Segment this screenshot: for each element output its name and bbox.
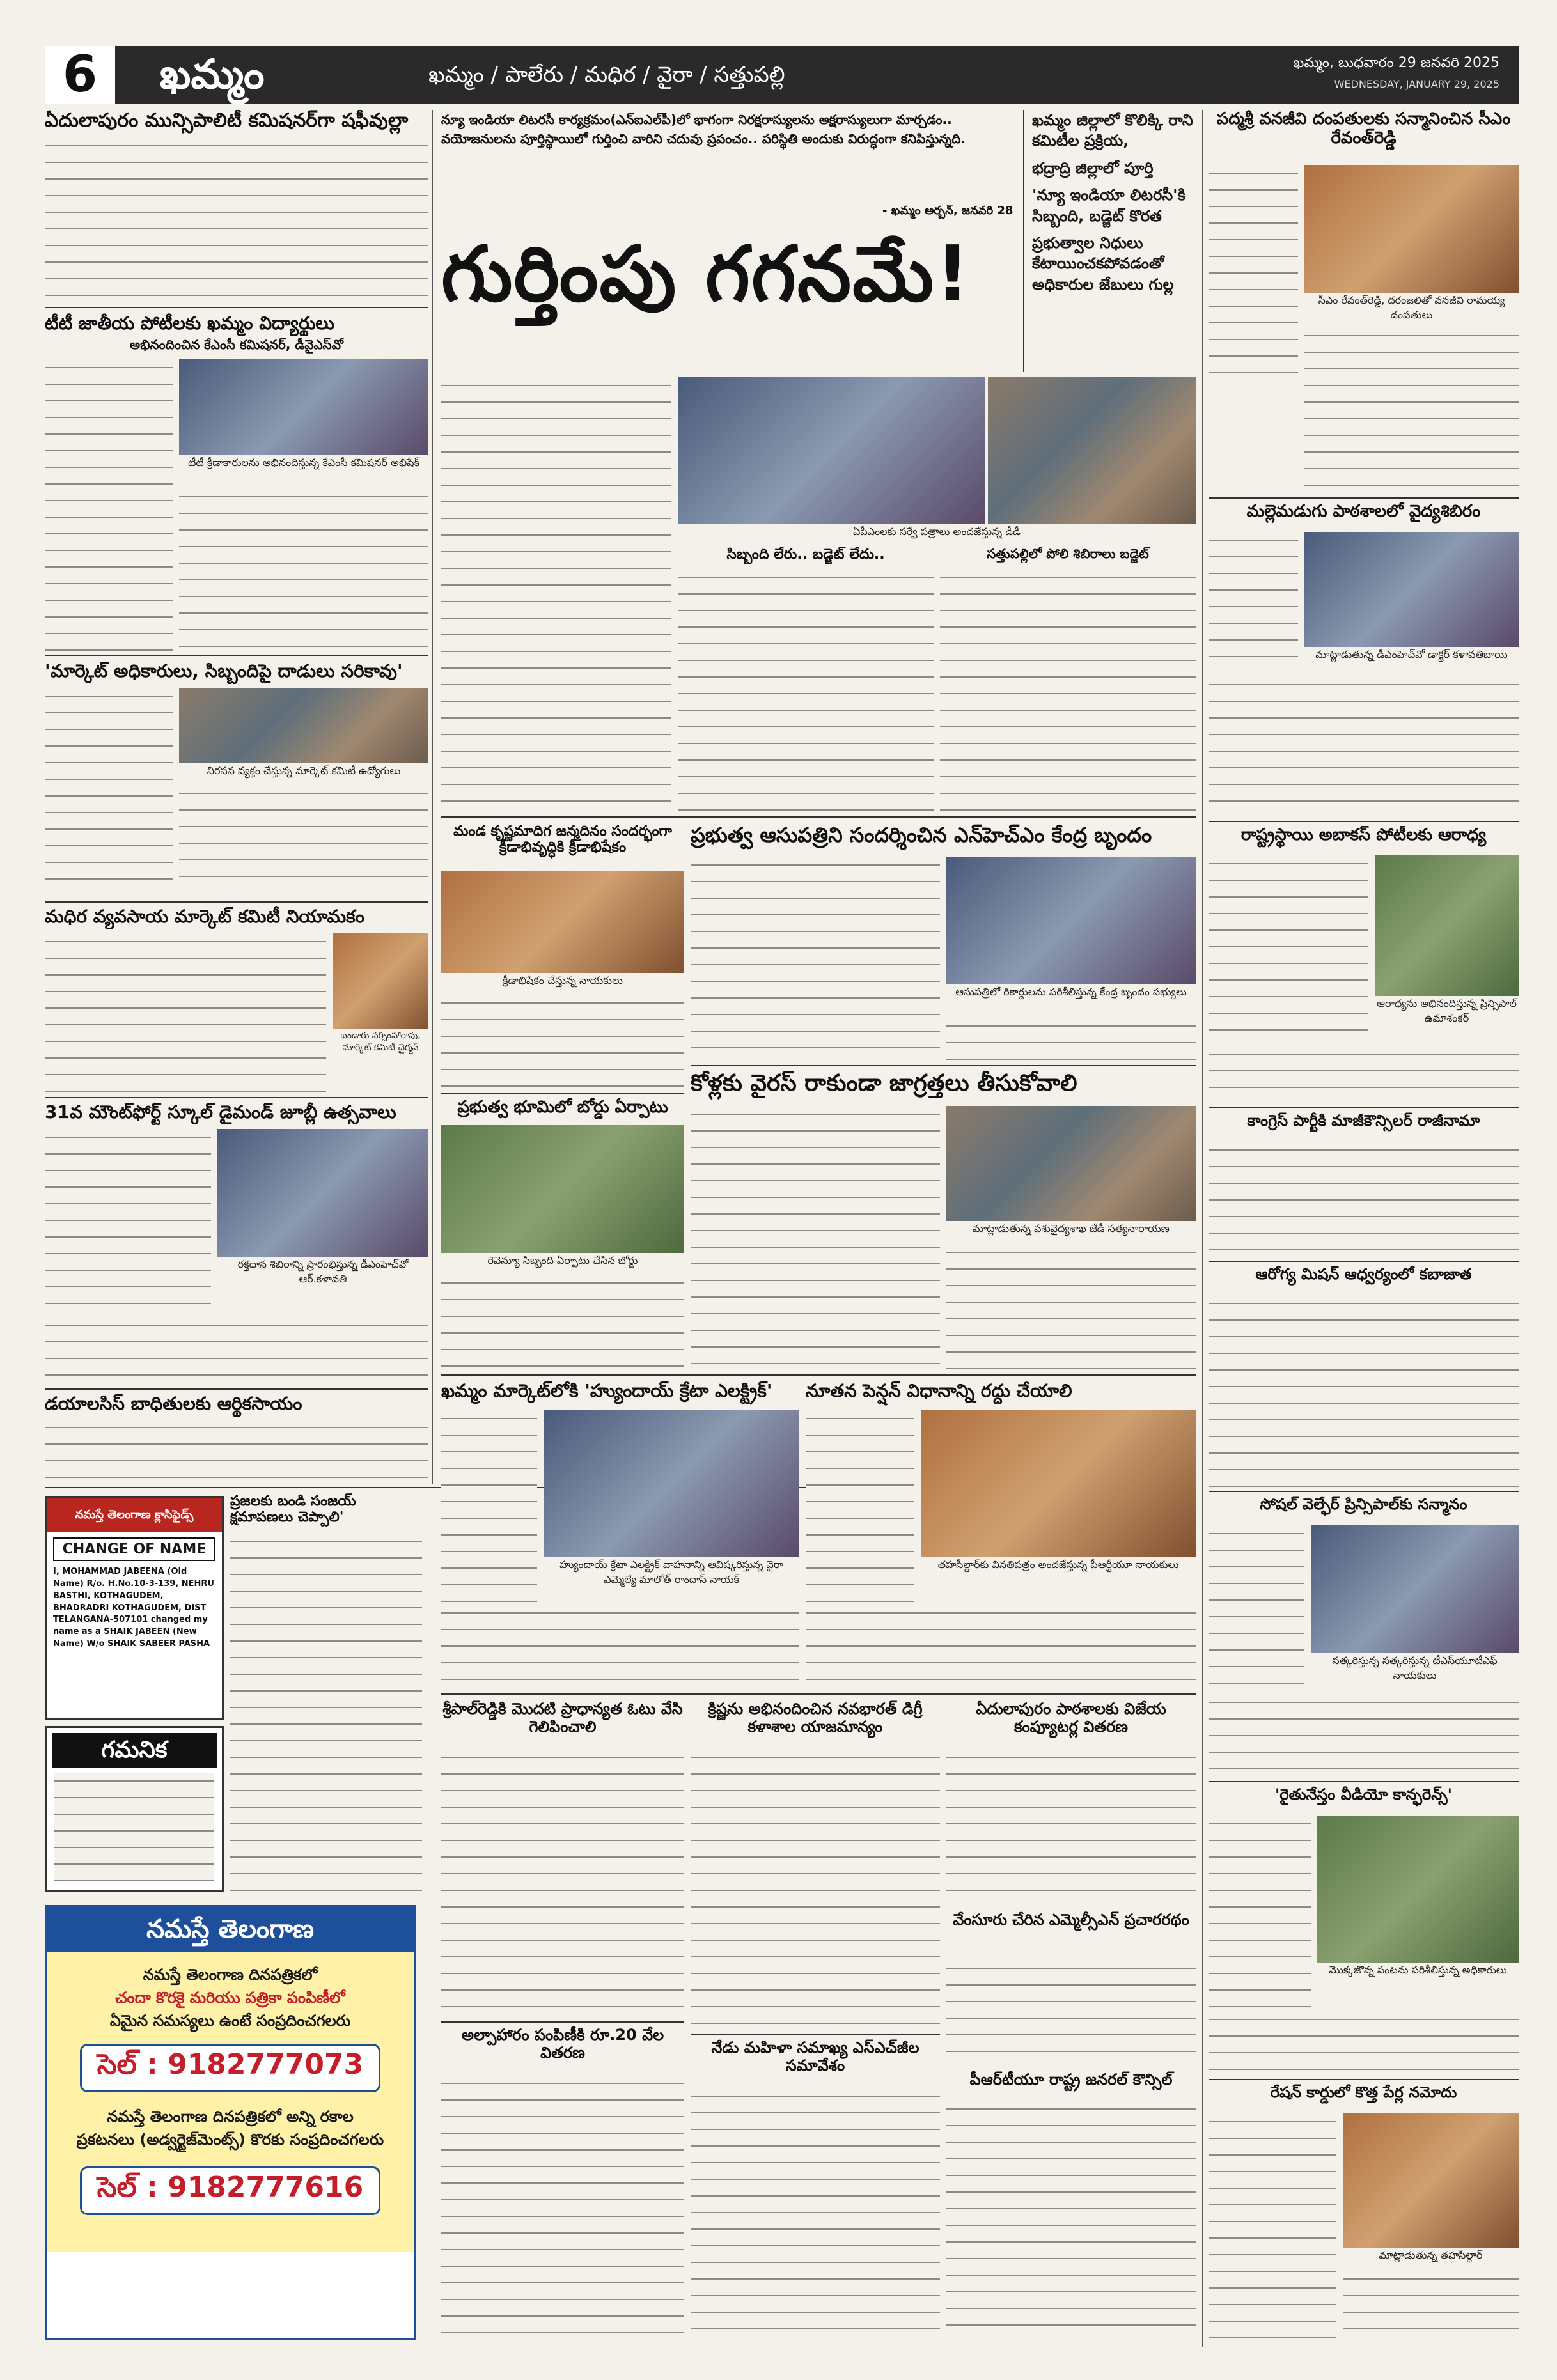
col4-article-3-body-cont [1209,1046,1519,1103]
lead-byline: - ఖమ్మం అర్బన్, జనవరి 28 [882,205,1013,217]
promo-line-3: ఏమైన సమస్యలు ఉంటే సంప్రదించగలరు [109,2012,351,2030]
col1-headline-6: డయాలసిస్ బాధితులకు ఆర్థికసాయం [45,1394,302,1414]
medical-camp-caption: మాట్లాడుతున్న డీఎంహెచ్‌వో డాక్టర్ కళావతిబాయి [1304,648,1519,674]
col1-subhead-2: అభినందించిన కేఎంసీ కమిషనర్, డీవైఎస్‌వో [130,338,343,352]
principal-felicitation-photo [1311,1525,1519,1653]
bottom-headline-4: నేడు మహిళా సమాఖ్య ఎస్‌ఎచ్‌జీల సమావేశం [711,2039,919,2074]
promo-phone-2[interactable]: సెల్ : 9182777616 [80,2166,380,2215]
col1-article-2-body [45,359,173,651]
mid-headline-2: ప్రభుత్వ భూమిలో బోర్డు ఏర్పాటు [457,1098,668,1117]
lead-subhead-1: సిబ్బంది లేరు.. బడ్జెట్ లేదు.. [726,547,885,563]
maize-crop-photo [1317,1816,1519,1963]
tahsildar-caption: మాట్లాడుతున్న తహసీల్దార్ [1343,2249,1519,2268]
bottom-article-2-body [441,2075,684,2340]
hyundai-creta-photo [544,1410,799,1557]
promo-brand: నమస్తే తెలంగాణ [47,1907,414,1952]
mid-article-3-body [691,857,940,1061]
col4-article-7-body-cont [1209,2011,1519,2075]
change-of-name-body: I, MOHAMMAD JABEENA (Old Name) R/o. H.No.10-3-139, NEHRU BASTHI, KOTHAGUDEM, BHADRADRI KOTHAGUDEM, DIST TELANGANA-507101 changed my name as a SHAIK JABEEN (New Name) W/o SHAIK SABEER PASHA [53,1567,214,1649]
divider [45,307,428,308]
divider [441,2021,684,2023]
market-protest-photo [179,688,428,763]
mid-headline-4: కోళ్లకు వైరస్ రాకుండా జాగ్రత్తలు తీసుకోవాలి [691,1070,1077,1096]
col1-headline-1: ఏదులాపురం మున్సిపాలిటీ కమిషనర్‌గా షఫీవుల్లా [45,110,409,132]
bottom-article-1-body [441,1749,684,2018]
mid-article-2-body [441,1275,684,1371]
column-separator [432,110,433,1484]
chairman-portrait-photo [333,933,428,1029]
divider [691,1065,1196,1066]
col4-article-6-body-cont [1209,1694,1519,1777]
divider [1209,1261,1519,1262]
blood-camp-caption: రక్తదాన శిబిరాన్ని ప్రారంభిస్తున్న డీఎంహెచ్‌వో ఆర్.కళావతి [217,1258,428,1287]
col4-article-2-body [1209,532,1298,673]
divider [1209,1781,1519,1782]
lead-bullet-4: ప్రభుత్వాల నిధులు కేటాయించకపోవడంతో అధికారుల జేబులు గుల్ల [1032,233,1174,293]
promo-line-2: చందా కొరకై మరియు పత్రికా పంపిణీలో [115,1989,345,2007]
bottom-article-4-body [691,2088,940,2340]
bottom-article-7-body [946,2101,1196,2340]
lead-body-col-1 [441,377,671,812]
col4-article-7-body [1209,1816,1311,2007]
tt-players-caption: టీటీ క్రీడాకారులను అభినందిస్తున్న కేఎంసీ కమిషనర్ అభిషేక్ [179,456,428,486]
mid-headline-6: నూతన పెన్షన్ విధానాన్ని రద్దు చేయాలి [806,1381,1072,1401]
promo-phone-1[interactable]: సెల్ : 9182777073 [80,2044,380,2092]
divider [1209,821,1519,822]
col4-article-8-body [1209,2113,1336,2340]
divider [441,1093,684,1094]
tahsildar-photo [1343,2113,1519,2248]
aradhya-photo [1375,855,1519,996]
col4-headline-7: 'రైతునేస్తం వీడియో కాన్ఫరెన్స్' [1275,1786,1452,1803]
pension-memorandum-photo [921,1410,1196,1557]
notice-body [54,1773,214,1881]
lead-photo-caption: ఏపీఎంలకు సర్వే పత్రాలు అందజేస్తున్న డీడీ [678,525,1196,543]
classified-ad [45,1496,224,1720]
divider [45,655,428,656]
medical-camp-photo [1304,532,1519,647]
col4-article-1-body-cont [1304,327,1519,494]
market-protest-caption: నిరసన వ్యక్తం చేస్తున్న మార్కెట్ కమిటీ ఉద్యోగులు [179,765,428,782]
col4-headline-6: సోషల్ వెల్ఫేర్ ప్రిన్సిపాల్‌కు సన్మానం [1260,1496,1467,1513]
hyundai-creta-caption: హ్యుందాయ్ క్రేటా ఎలక్ట్రిక్ వాహనాన్ని ఆవిష్కరిస్తున్న వైరా ఎమ్మెల్యే మాలోత్ రాందాస్ నాయక్ [544,1559,799,1588]
col4-article-3-body [1209,855,1368,1041]
revenue-board-photo [441,1125,684,1253]
lead-photo-2 [988,377,1196,524]
nhm-team-photo [946,857,1196,984]
divider [45,1388,428,1390]
lead-kicker: న్యూ ఇండియా లిటరసీ కార్యక్రమం(ఎన్‌ఐఎల్‌పీ)లో భాగంగా నిరక్షరాస్యులను అక్షరాస్యులుగా మార్చడం.. వయోజనులను పూర్తిస్థాయిలో గుర్తించి వారిని చదువు ప్రపంచం.. పరిస్థితి అందుకు విరుద్ధంగా కనిపిస్తున్నది. [441,112,966,146]
bottom-article-3-body [691,1749,940,2030]
kridabhishekam-caption: క్రీడాభిషేకం చేస్తున్న నాయకులు [441,974,684,992]
vanajeevi-caption: సీఎం రేవంత్‌రెడ్డి, దరంజలితో వనజీవి రామయ్య దంపతులు [1304,294,1519,325]
col1-headline-2: టీటీ జాతీయ పోటీలకు ఖమ్మం విద్యార్థులు [45,313,334,334]
veterinary-meeting-photo [946,1106,1196,1221]
bottom-headline-5: ఏదులాపురం పాఠశాలకు విజేయ కంప్యూటర్ల వితరణ [976,1700,1166,1736]
notice-title: గమనిక [52,1733,217,1768]
promo-line-4: నమస్తే తెలంగాణ దినపత్రికలో అన్ని రకాల [107,2108,354,2126]
veterinary-meeting-caption: మాట్లాడుతున్న పశువైద్యశాఖ జేడీ సత్యనారాయణ [946,1222,1196,1241]
subsection-list: ఖమ్మం / పాలేరు / మధిర / వైరా / సత్తుపల్లి [428,62,785,88]
mid-headline-1: మండ కృష్ణమాదిగ జన్మదినం సందర్భంగా క్రీడాభివృద్ధికి క్రీడాభిషేకం [453,823,672,856]
aradhya-caption: ఆరాధ్యను అభినందిస్తున్న ప్రిన్సిపాల్ ఉమాశంకర్ [1375,997,1519,1027]
promo-line-5: ప్రకటనలు (అడ్వర్టైజ్‌మెంట్స్) కొరకు సంప్రదించగలరు [76,2131,384,2149]
section-name: ఖమ్మం [160,51,265,98]
kridabhishekam-photo [441,871,684,973]
page-number: 6 [45,46,115,104]
col1-article-1-body [45,137,428,302]
mid-article-6-body [806,1410,914,1602]
subscription-promo-ad [45,1905,416,2340]
mid-headline-7: ప్రజలకు బండి సంజయ్ క్షమాపణలు చెప్పాలి' [230,1493,356,1526]
mid-article-7-body [230,1533,422,1895]
col4-headline-8: రేషన్ కార్డులో కొత్త పేర్ల నమోదు [1270,2084,1457,2101]
bottom-headline-1: శ్రీపాల్‌రెడ్డికి మొదటి ప్రాధాన్యత ఓటు వేసి గెలిపించాలి [442,1700,683,1736]
bottom-headline-3: క్రిష్ణను అభినందించిన నవభారత్ డిగ్రీ కళాశాల యాజమాన్యం [708,1700,923,1736]
nhm-team-caption: ఆసుపత్రిలో రికార్డులను పరిశీలిస్తున్న కేంద్ర బృందం సభ్యులు [946,986,1196,1015]
notice-ad [45,1726,224,1892]
lead-body-col-2 [678,569,934,812]
date-telugu: ఖమ్మం, బుధవారం 29 జనవరి 2025 [1293,55,1499,71]
col4-headline-4: కాంగ్రెస్ పార్టీకి మాజీకౌన్సిలర్ రాజీనామా [1247,1112,1480,1130]
classified-brand: నమస్తే తెలంగాణ క్లాసిఫైడ్స్ [47,1498,222,1532]
col1-headline-5: 31వ మౌంట్‌ఫోర్ట్ స్కూల్ డైమండ్ జూబ్లీ ఉత్సవాలు [45,1102,396,1123]
col1-headline-3: 'మార్కెట్ అధికారులు, సిబ్బందిపై దాడులు సరికావు' [45,661,403,681]
col4-article-4-body [1209,1142,1519,1257]
bottom-headline-7: పీఆర్‌టీయూ రాష్ట్ర జనరల్ కౌన్సిల్ [969,2071,1173,2088]
col4-headline-5: ఆరోగ్య మిషన్ ఆధ్వర్యంలో కబాజాత [1255,1266,1472,1283]
col1-article-5-body [45,1129,211,1314]
col1-headline-4: మధిర వ్యవసాయ మార్కెట్ కమిటీ నియామకం [45,906,364,927]
divider [45,1097,428,1098]
col4-article-1-body [1209,165,1298,376]
col1-article-5-body-cont [45,1317,428,1385]
lead-subhead-2: సత్తుపల్లిలో పోలి శిబిరాలు బడ్జెట్ [987,547,1149,561]
mid-headline-5: ఖమ్మం మార్కెట్‌లోకి 'హ్యుందాయ్ క్రేటా ఎలక్ట్రిక్' [441,1381,772,1401]
mid-article-5-body-cont [441,1605,799,1688]
bottom-headline-6: వేంసూరు చేరిన ఎమ్మెల్సీఎన్ ప్రచారరథం [953,1911,1189,1929]
revenue-board-caption: రెవెన్యూ సిబ్బంది ఏర్పాటు చేసిన బోర్డు [441,1254,684,1272]
lead-body-col-3 [940,569,1196,812]
chairman-caption: బండారు నర్సింహారావు, మార్కెట్ కమిటీ చైర్మన్ [329,1031,432,1062]
mid-article-4-body [691,1106,940,1371]
col4-article-5-body [1209,1295,1519,1487]
lead-headline: గుర్తింపు గగనమే! [441,230,971,319]
divider [441,1374,1196,1376]
lead-bullets [1023,110,1196,372]
divider [691,2034,940,2035]
divider [1209,2079,1519,2080]
divider [441,816,1196,818]
col4-headline-3: రాష్ట్రస్థాయి అబాకస్ పోటీలకు ఆరాధ్య [1240,826,1487,844]
divider [1209,1491,1519,1492]
mid-article-5-body [441,1410,537,1602]
col1-article-4-body [45,933,326,1093]
change-of-name-title: CHANGE OF NAME [53,1537,215,1561]
maize-crop-caption: మొక్కజొన్న పంటను పరిశీలిస్తున్న అధికారులు [1317,1964,1519,1993]
vanajeevi-photo [1304,165,1519,293]
blood-camp-photo [217,1129,428,1257]
col4-article-6-body [1209,1525,1304,1692]
divider [1209,497,1519,499]
col4-article-2-body-cont [1209,676,1519,817]
mid-headline-3: ప్రభుత్వ ఆసుపత్రిని సందర్శించిన ఎన్‌హెచ్‌ఎం కేంద్ర బృందం [691,823,1152,847]
promo-line-1: నమస్తే తెలంగాణ దినపత్రికలో [143,1966,318,1984]
principal-felicitation-caption: సత్కరిస్తున్న సత్కరిస్తున్న టీఎస్‌యూటీఎఫ్ నాయకులు [1311,1654,1519,1684]
bottom-article-6-body [946,1960,1196,2062]
col1-article-6-body [45,1419,428,1482]
col1-article-3-body [45,688,173,880]
col4-headline-2: మల్లెమడుగు పాఠశాలలో వైద్యశిబిరం [1246,502,1481,521]
tt-players-photo [179,359,428,455]
mid-article-3-body-cont [946,1018,1196,1061]
column-separator [1202,110,1203,2347]
lead-bullet-2: భద్రాద్రి జిల్లాలో పూర్తి [1032,159,1154,177]
date-english: WEDNESDAY, JANUARY 29, 2025 [1334,78,1499,90]
masthead [45,46,1519,104]
lead-bullet-3: 'న్యూ ఇండియా లిటరసీ'కి సిబ్బంది, బడ్జెట్ కొరత [1032,186,1186,225]
divider [45,901,428,903]
col4-headline-1: పద్మశ్రీ వనజీవి దంపతులకు సన్మానించిన సీఎం రేవంత్‌రెడ్డి [1216,110,1511,148]
mid-article-4-body-cont [946,1244,1196,1371]
divider [441,1693,1196,1695]
bottom-headline-2: అల్పాహారం పంపిణీకి రూ.20 వేల వితరణ [461,2026,664,2062]
col1-article-2-body-cont [179,488,428,651]
lead-photo-1 [678,377,985,524]
divider [1209,1107,1519,1108]
pension-memorandum-caption: తహసీల్దార్‌కు వినతిపత్రం అందజేస్తున్న పీఆర్టీయూ నాయకులు [921,1559,1196,1588]
col1-article-3-body-cont [179,785,428,880]
lead-bullet-1: ఖమ్మం జిల్లాలో కొలిక్కి రాని కమిటీల ప్రక్రియ, [1032,111,1193,150]
col4-article-8-body-cont [1343,2271,1519,2340]
bottom-article-5-body [946,1749,1196,1902]
mid-article-1-body [441,995,684,1091]
mid-article-6-body-cont [806,1605,1196,1688]
